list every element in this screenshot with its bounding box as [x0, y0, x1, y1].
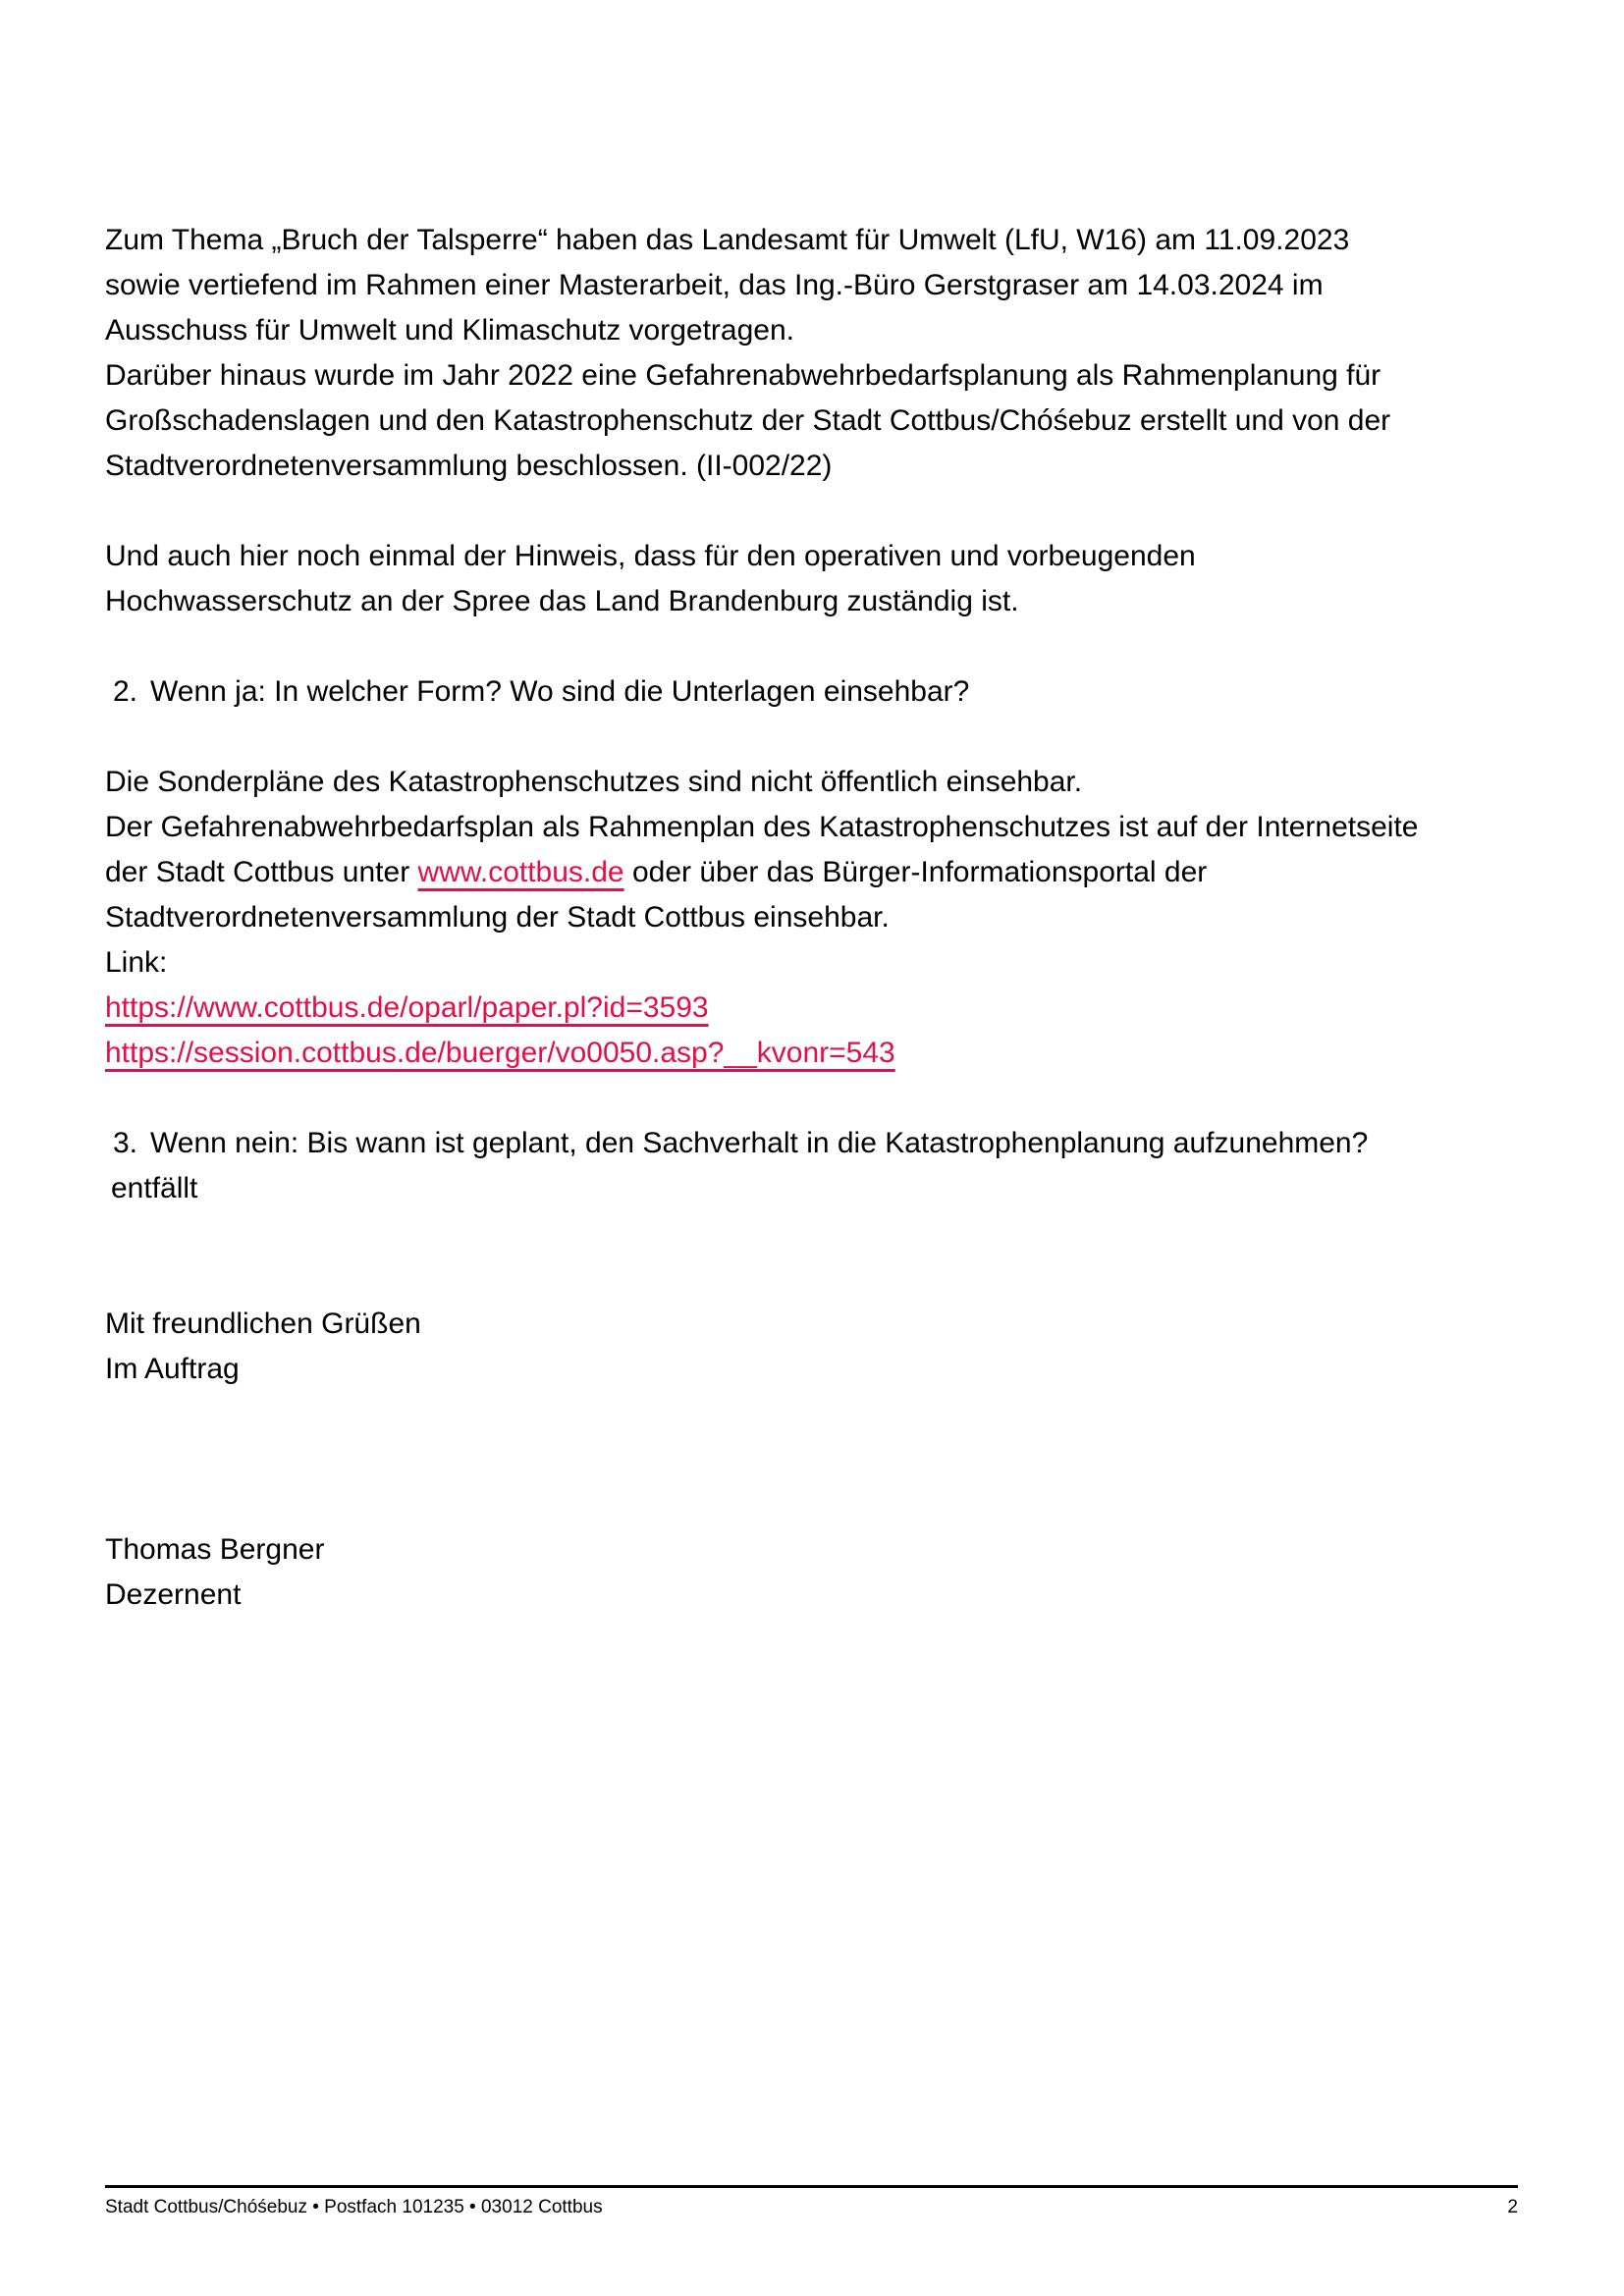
paragraph-line-with-link — [105, 850, 1526, 895]
blank-line — [105, 624, 1526, 669]
letter-body — [105, 218, 1526, 1618]
signer-name: Thomas Bergner — [105, 1533, 325, 1566]
paragraph-line: Hochwasserschutz an der Spree das Land Brandenburg zuständig ist. — [105, 585, 1019, 617]
blank-line — [105, 1256, 1526, 1302]
footer-address: Stadt Cottbus/Chóśebuz • Postfach 101235 • 03012 Cottbus — [105, 2197, 603, 2217]
paragraph-line: Und auch hier noch einmal der Hinweis, dass für den operativen und vorbeugenden — [105, 540, 1196, 572]
page-number: 2 — [1507, 2197, 1518, 2217]
paragraph-line: Stadtverordnetenversammlung beschlossen. (II-002/22) — [105, 450, 833, 482]
paragraph-line: Ausschuss für Umwelt und Klimaschutz vorgetragen. — [105, 314, 794, 347]
paragraph-line: Der Gefahrenabwehrbedarfsplan als Rahmenplan des Katastrophenschutzes ist auf der Internetseite — [105, 811, 1419, 843]
paragraph-line: Großschadenslagen und den Katastrophenschutz der Stadt Cottbus/Chóśebuz erstellt und von der — [105, 404, 1391, 437]
question-item-2 — [105, 669, 1526, 715]
signature-space — [105, 1392, 1526, 1437]
closing-on-behalf: Im Auftrag — [105, 1353, 240, 1385]
signature-space — [105, 1437, 1526, 1482]
list-item-number: 2. — [113, 675, 138, 708]
blank-line — [105, 715, 1526, 760]
question-item-3 — [105, 1121, 1526, 1166]
answer-text: entfällt — [111, 1172, 198, 1204]
list-item-number: 3. — [113, 1127, 138, 1159]
link-line — [105, 986, 1526, 1031]
question-text: Wenn ja: In welcher Form? Wo sind die Unterlagen einsehbar? — [150, 675, 970, 708]
closing-salutation: Mit freundlichen Grüßen — [105, 1308, 421, 1340]
paragraph-line: Darüber hinaus wurde im Jahr 2022 eine Gefahrenabwehrbedarfsplanung als Rahmenplanung für — [105, 359, 1381, 392]
paragraph-line: sowie vertiefend im Rahmen einer Masterarbeit, das Ing.-Büro Gerstgraser am 14.03.2024 im — [105, 269, 1324, 301]
session-portal-link[interactable]: https://session.cottbus.de/buerger/vo0050.asp?__kvonr=543 — [105, 1037, 895, 1069]
paragraph-line: Zum Thema „Bruch der Talsperre“ haben das Landesamt für Umwelt (LfU, W16) am 11.09.2023 — [105, 224, 1350, 256]
paragraph-line: Die Sonderpläne des Katastrophenschutzes sind nicht öffentlich einsehbar. — [105, 766, 1083, 798]
blank-line — [105, 1076, 1526, 1121]
blank-line — [105, 489, 1526, 534]
link-line — [105, 1031, 1526, 1076]
oparl-paper-link[interactable]: https://www.cottbus.de/oparl/paper.pl?id=3593 — [105, 991, 709, 1024]
blank-line — [105, 1211, 1526, 1256]
link-label: Link: — [105, 946, 168, 979]
link-line-after: oder über das Bürger-Informationsportal der — [623, 856, 1208, 888]
signer-title: Dezernent — [105, 1578, 242, 1611]
page-footer — [105, 2185, 1518, 2219]
cottbus-website-link[interactable]: www.cottbus.de — [417, 856, 624, 888]
paragraph-line: Stadtverordnetenversammlung der Stadt Cottbus einsehbar. — [105, 901, 890, 934]
link-line-before: der Stadt Cottbus unter — [105, 856, 418, 888]
signature-space — [105, 1482, 1526, 1527]
question-text: Wenn nein: Bis wann ist geplant, den Sachverhalt in die Katastrophenplanung aufzunehmen? — [150, 1127, 1369, 1159]
